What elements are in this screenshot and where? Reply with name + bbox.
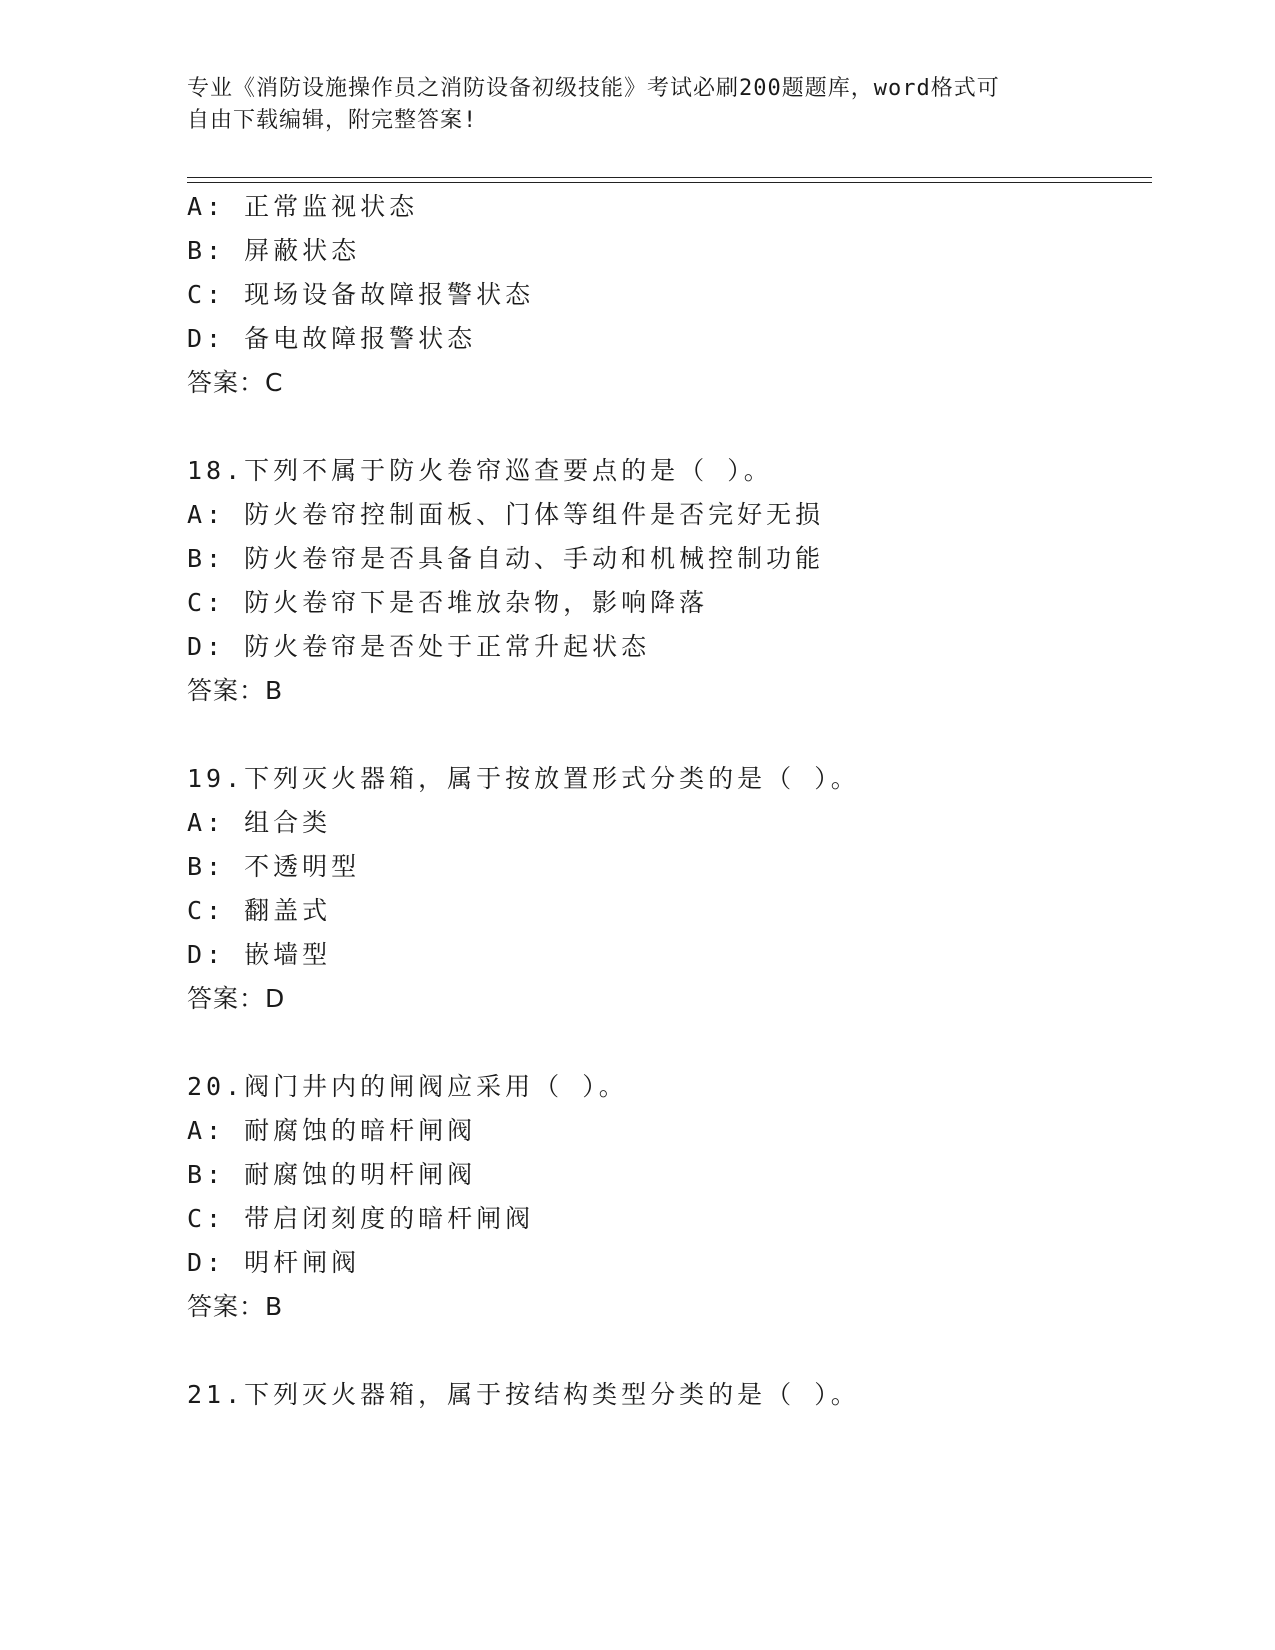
header-line-1: 专业《消防设施操作员之消防设备初级技能》考试必刷200题题库，word格式可	[187, 76, 1000, 101]
q20-option-b: B: 耐腐蚀的明杆闸阀	[187, 1160, 477, 1189]
header-line-2: 自由下载编辑，附完整答案!	[187, 108, 478, 133]
q18-option-a: A: 防火卷帘控制面板、门体等组件是否完好无损	[187, 500, 825, 529]
q21-question: 21.下列灭火器箱，属于按结构类型分类的是（ ）。	[187, 1380, 860, 1409]
q19-option-d: D: 嵌墙型	[187, 940, 332, 969]
q19-option-b: B: 不透明型	[187, 852, 361, 881]
q18-question: 18.下列不属于防火卷帘巡查要点的是（ ）。	[187, 456, 773, 485]
q17-option-a: A: 正常监视状态	[187, 192, 419, 221]
q18-option-b: B: 防火卷帘是否具备自动、手动和机械控制功能	[187, 544, 825, 573]
q19-option-a: A: 组合类	[187, 808, 332, 837]
q17-answer: 答案：C	[187, 368, 284, 397]
q20-option-d: D: 明杆闸阀	[187, 1248, 361, 1277]
q20-option-a: A: 耐腐蚀的暗杆闸阀	[187, 1116, 477, 1145]
q17-option-c: C: 现场设备故障报警状态	[187, 280, 535, 309]
q20-option-c: C: 带启闭刻度的暗杆闸阀	[187, 1204, 535, 1233]
document-header	[187, 73, 1087, 137]
q17-option-b: B: 屏蔽状态	[187, 236, 361, 265]
q19-question: 19.下列灭火器箱，属于按放置形式分类的是（ ）。	[187, 764, 860, 793]
header-divider-top	[187, 177, 1152, 178]
header-divider-bottom	[187, 182, 1152, 183]
q18-option-c: C: 防火卷帘下是否堆放杂物，影响降落	[187, 588, 709, 617]
q19-option-c: C: 翻盖式	[187, 896, 332, 925]
q19-answer: 答案：D	[187, 984, 286, 1013]
q18-option-d: D: 防火卷帘是否处于正常升起状态	[187, 632, 651, 661]
q20-question: 20.阀门井内的闸阀应采用（ ）。	[187, 1072, 628, 1101]
q18-answer: 答案：B	[187, 676, 284, 705]
q17-option-d: D: 备电故障报警状态	[187, 324, 477, 353]
q20-answer: 答案：B	[187, 1292, 284, 1321]
